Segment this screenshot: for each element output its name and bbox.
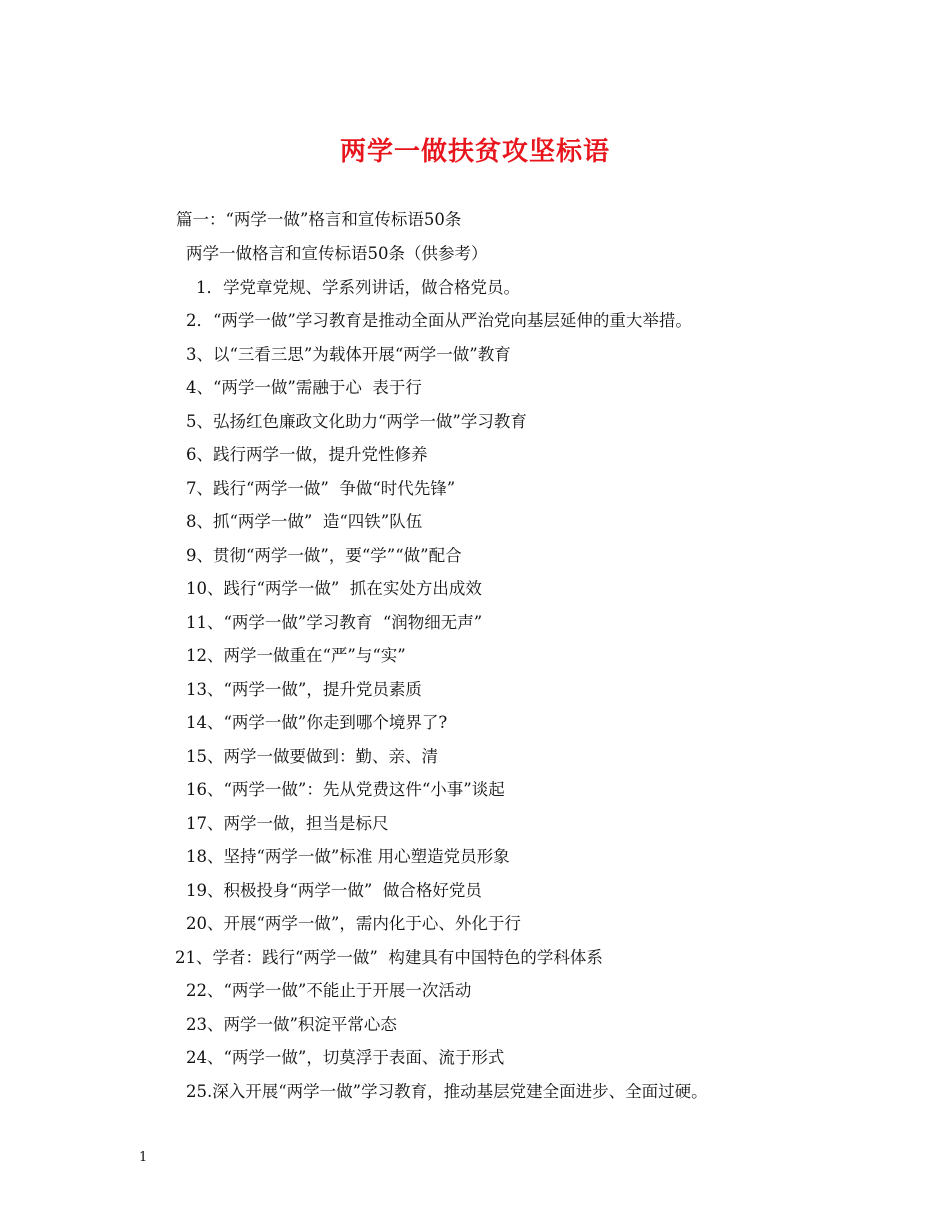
- list-item: 1．学党章党规、学系列讲话，做合格党员。: [196, 278, 520, 297]
- list-item: 11、“两学一做”学习教育 “润物细无声”: [186, 613, 483, 632]
- list-item: 20、开展“两学一做”，需内化于心、外化于行: [186, 914, 521, 933]
- list-item: 10、践行“两学一做” 抓在实处方出成效: [186, 579, 482, 598]
- list-item: 19、积极投身“两学一做” 做合格好党员: [186, 881, 482, 900]
- list-item: 7、践行“两学一做” 争做“时代先锋”: [186, 479, 456, 498]
- list-item: 23、两学一做”积淀平常心态: [186, 1015, 397, 1034]
- list-item: 24、“两学一做”，切莫浮于表面、流于形式: [186, 1048, 505, 1067]
- list-item: 21、学者：践行“两学一做” 构建具有中国特色的学科体系: [175, 948, 603, 967]
- list-item: 9、贯彻“两学一做”，要“学”“做”配合: [186, 546, 462, 565]
- list-item: 13、“两学一做”，提升党员素质: [186, 680, 422, 699]
- list-item: 18、坚持“两学一做”标准 用心塑造党员形象: [186, 847, 510, 866]
- list-item: 3、以“三看三思”为载体开展“两学一做”教育: [186, 345, 511, 364]
- list-item: 16、“两学一做”：先从党费这件“小事”谈起: [186, 780, 505, 799]
- list-item: 15、两学一做要做到：勤、亲、清: [186, 747, 438, 766]
- list-item: 5、弘扬红色廉政文化助力“两学一做”学习教育: [186, 412, 527, 431]
- list-item: 6、践行两学一做，提升党性修养: [186, 445, 428, 464]
- subheading: 两学一做格言和宣传标语50条（供参考）: [186, 244, 488, 263]
- document-title: 两学一做扶贫攻坚标语: [339, 137, 610, 167]
- list-item: 22、“两学一做”不能止于开展一次活动: [186, 981, 472, 1000]
- section-heading: 篇一：“两学一做”格言和宣传标语50条: [176, 210, 462, 229]
- list-item: 14、“两学一做”你走到哪个境界了?: [186, 713, 448, 732]
- list-item: 8、抓“两学一做” 造“四铁”队伍: [186, 512, 423, 531]
- list-item: 4、“两学一做”需融于心 表于行: [186, 378, 422, 397]
- page-number: 1: [139, 1150, 148, 1165]
- list-item: 25.深入开展“两学一做”学习教育，推动基层党建全面进步、全面过硬。: [186, 1082, 708, 1101]
- list-item: 17、两学一做，担当是标尺: [186, 814, 389, 833]
- list-item: 2．“两学一做”学习教育是推动全面从严治党向基层延伸的重大举措。: [186, 311, 692, 330]
- list-item: 12、两学一做重在“严”与“实”: [186, 646, 406, 665]
